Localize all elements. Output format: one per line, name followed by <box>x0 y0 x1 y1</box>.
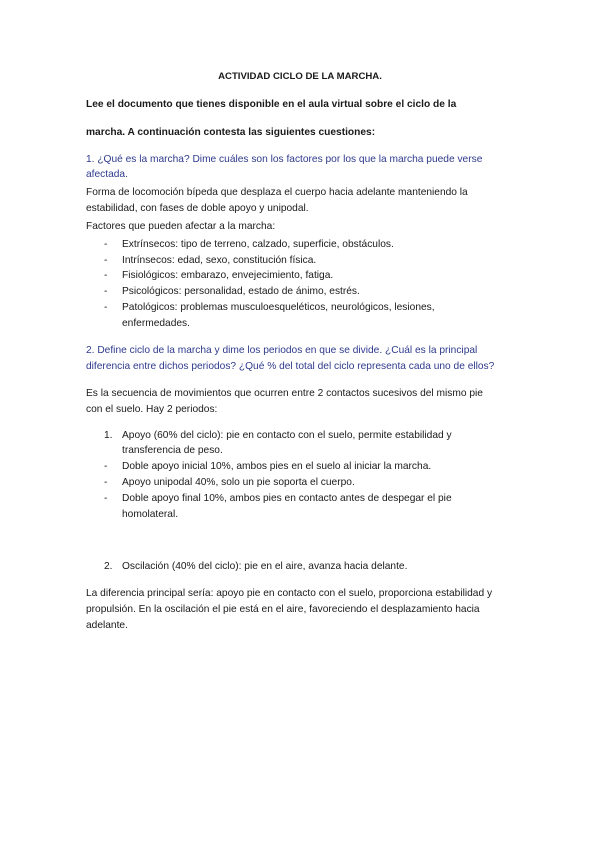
bullet-dash: - <box>104 477 108 488</box>
bullet-dash: - <box>104 461 108 472</box>
period-support-line-2: transferencia de peso. <box>122 445 223 456</box>
subperiod-item-continuation: homolateral. <box>122 509 179 520</box>
q1-question-line-1: 1. ¿Qué es la marcha? Dime cuáles son los factores por los que la marcha puede verse <box>86 154 483 165</box>
bullet-dash: - <box>104 270 108 281</box>
factor-item: Intrínsecos: edad, sexo, constitución física. <box>122 255 317 266</box>
period-swing: Oscilación (40% del ciclo): pie en el aire, avanza hacia delante. <box>122 561 408 572</box>
q1-answer-line-2: estabilidad, con fases de doble apoyo y unipodal. <box>86 203 309 214</box>
subperiod-item: Doble apoyo final 10%, ambos pies en contacto antes de despegar el pie <box>122 493 452 504</box>
list-number-1: 1. <box>104 430 113 441</box>
q1-answer-line-1: Forma de locomoción bípeda que desplaza el cuerpo hacia adelante manteniendo la <box>86 187 468 198</box>
factor-item: Psicológicos: personalidad, estado de ánimo, estrés. <box>122 286 360 297</box>
difference-line-3: adelante. <box>86 620 128 631</box>
q1-question-line-2: afectada. <box>86 169 128 180</box>
bullet-dash: - <box>104 493 108 504</box>
difference-line-1: La diferencia principal sería: apoyo pie en contacto con el suelo, proporciona estabilidad y <box>86 588 493 599</box>
factor-item-continuation: enfermedades. <box>122 318 190 329</box>
q2-answer-line-2: con el suelo. Hay 2 periodos: <box>86 404 218 415</box>
q2-question-line-1: 2. Define ciclo de la marcha y dime los periodos en que se divide. ¿Cuál es la principal <box>86 345 478 356</box>
factor-item: Fisiológicos: embarazo, envejecimiento, fatiga. <box>122 270 334 281</box>
factor-item: Patológicos: problemas musculoesqueléticos, neurológicos, lesiones, <box>122 302 435 313</box>
factors-heading: Factores que pueden afectar a la marcha: <box>86 221 276 232</box>
bullet-dash: - <box>104 302 108 313</box>
list-number-2: 2. <box>104 561 113 572</box>
factor-item: Extrínsecos: tipo de terreno, calzado, superficie, obstáculos. <box>122 239 394 250</box>
intro-line-1: Lee el documento que tienes disponible en el aula virtual sobre el ciclo de la <box>86 99 457 110</box>
intro-line-2: marcha. A continuación contesta las siguientes cuestiones: <box>86 127 376 138</box>
bullet-dash: - <box>104 255 108 266</box>
document-title: ACTIVIDAD CICLO DE LA MARCHA. <box>218 71 382 82</box>
q2-answer-line-1: Es la secuencia de movimientos que ocurren entre 2 contactos sucesivos del mismo pie <box>86 388 483 399</box>
period-support-line-1: Apoyo (60% del ciclo): pie en contacto con el suelo, permite estabilidad y <box>122 430 452 441</box>
subperiod-item: Apoyo unipodal 40%, solo un pie soporta el cuerpo. <box>122 477 355 488</box>
subperiod-item: Doble apoyo inicial 10%, ambos pies en el suelo al iniciar la marcha. <box>122 461 432 472</box>
bullet-dash: - <box>104 239 108 250</box>
bullet-dash: - <box>104 286 108 297</box>
q2-question-line-2: diferencia entre dichos periodos? ¿Qué % del total del ciclo representa cada uno de ellos? <box>86 361 495 372</box>
difference-line-2: propulsión. En la oscilación el pie está en el aire, favoreciendo el desplazamiento hacia <box>86 604 480 615</box>
